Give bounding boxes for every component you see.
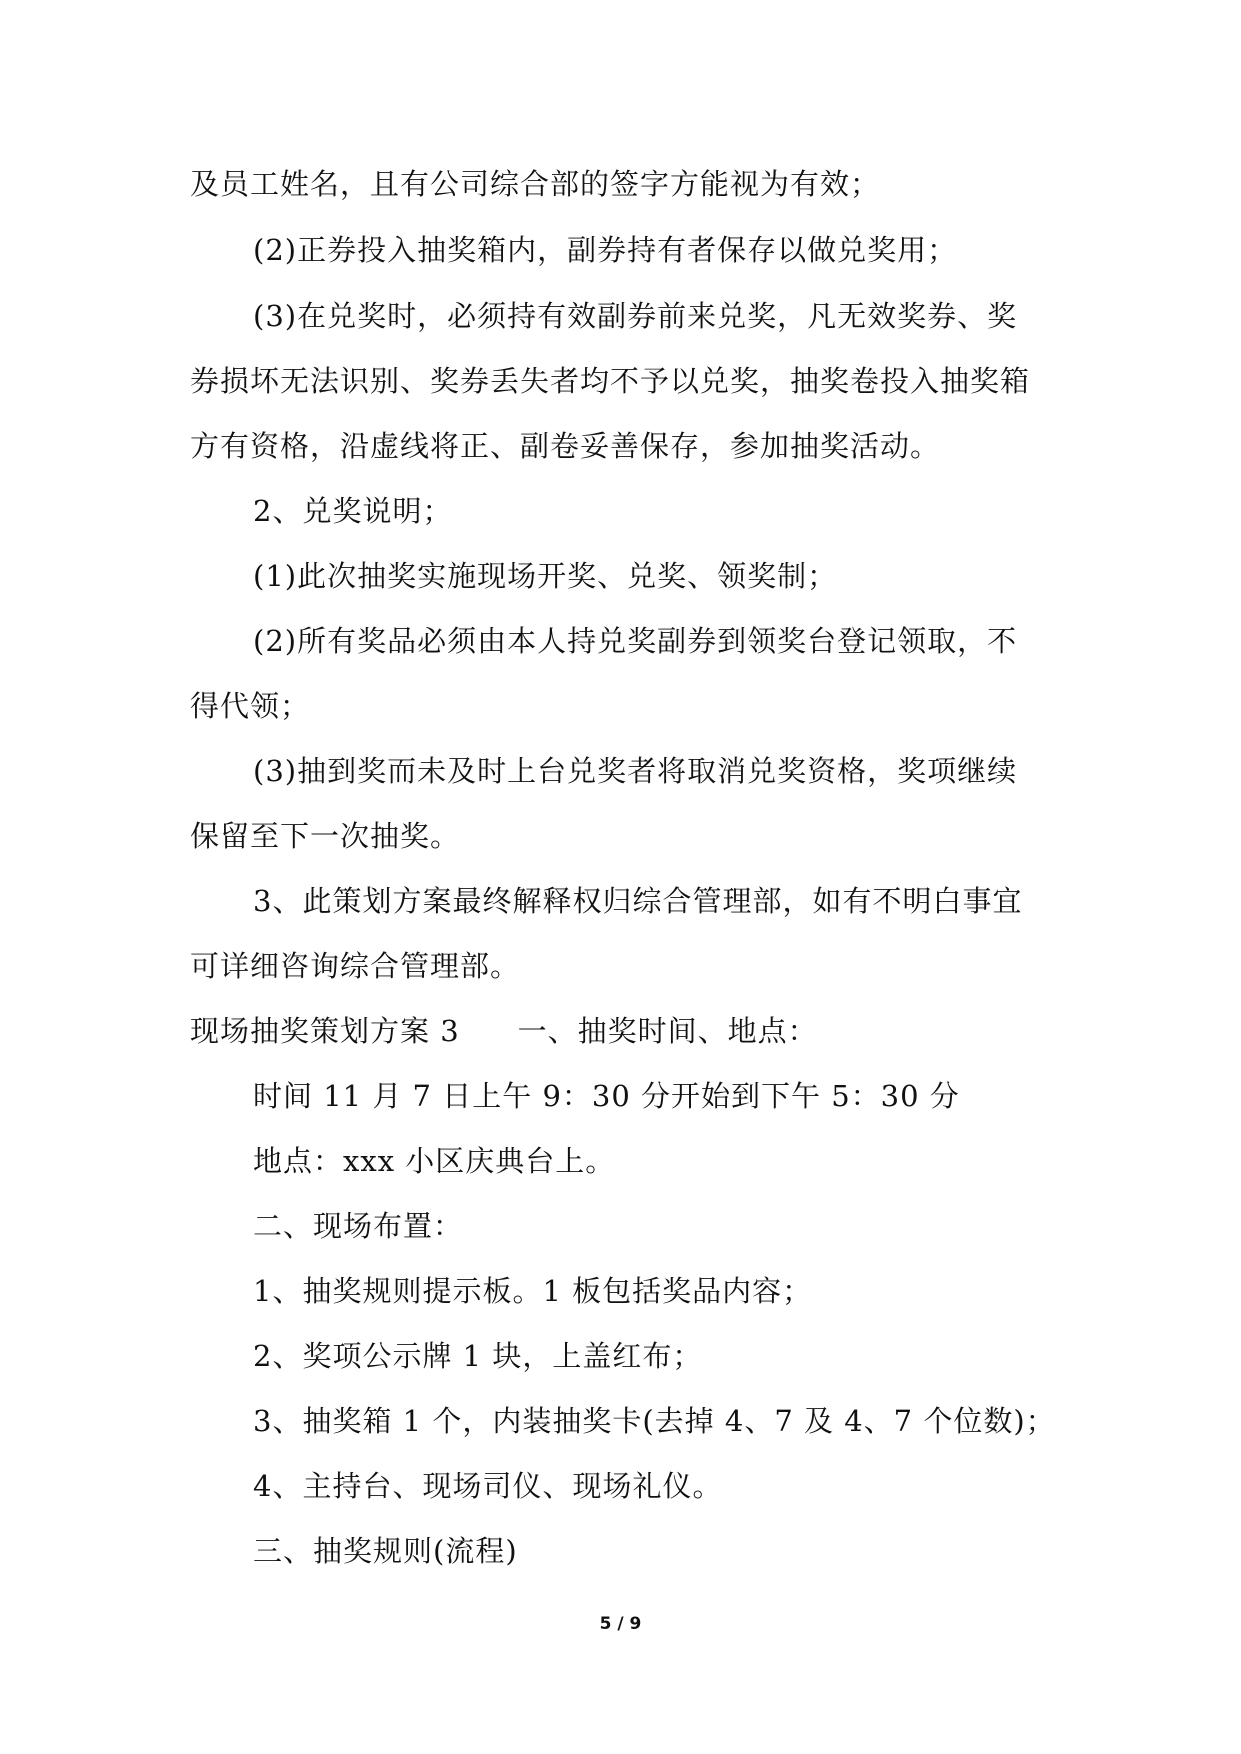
section-title: 现场抽奖策划方案 3: [190, 1014, 460, 1048]
text-line: 地点：xxx 小区庆典台上。: [253, 1144, 616, 1178]
text-line: 2、兑奖说明；: [253, 494, 453, 528]
text-line: 3、抽奖箱 1 个，内装抽奖卡(去掉 4、7 及 4、7 个位数)；: [253, 1404, 1056, 1438]
page-number: 5 / 9: [599, 1614, 642, 1634]
text-line: 二、现场布置：: [253, 1209, 464, 1243]
text-line: (3)抽到奖而未及时上台兑奖者将取消兑奖资格，奖项继续: [253, 754, 1018, 788]
text-line: 可详细咨询综合管理部。: [190, 949, 521, 983]
text-line: 券损坏无法识别、奖券丢失者均不予以兑奖，抽奖卷投入抽奖箱: [190, 364, 1031, 398]
text-line: 4、主持台、现场司仪、现场礼仪。: [253, 1469, 723, 1503]
text-line: 2、奖项公示牌 1 块，上盖红布；: [253, 1339, 703, 1373]
text-line: 三、抽奖规则(流程): [253, 1534, 518, 1568]
section-title-line: [190, 1011, 818, 1051]
text-line: 及员工姓名，且有公司综合部的签字方能视为有效；: [190, 167, 881, 201]
text-line: (2)正券投入抽奖箱内，副券持有者保存以做兑奖用；: [253, 233, 958, 267]
text-line: 时间 11 月 7 日上午 9：30 分开始到下午 5：30 分: [253, 1079, 960, 1113]
text-line: 保留至下一次抽奖。: [190, 819, 461, 853]
text-line: (2)所有奖品必须由本人持兑奖副券到领奖台登记领取，不: [253, 624, 1018, 658]
text-line: 得代领；: [190, 689, 311, 723]
text-line: 1、抽奖规则提示板。1 板包括奖品内容；: [253, 1274, 813, 1308]
text-line: 方有资格，沿虚线将正、副卷妥善保存，参加抽奖活动。: [190, 429, 941, 463]
text-line: (1)此次抽奖实施现场开奖、兑奖、领奖制；: [253, 559, 838, 593]
text-line: (3)在兑奖时，必须持有效副券前来兑奖，凡无效奖券、奖: [253, 299, 1018, 333]
section-subheading: 一、抽奖时间、地点：: [517, 1014, 818, 1048]
text-line: 3、此策划方案最终解释权归综合管理部，如有不明白事宜: [253, 884, 1023, 918]
